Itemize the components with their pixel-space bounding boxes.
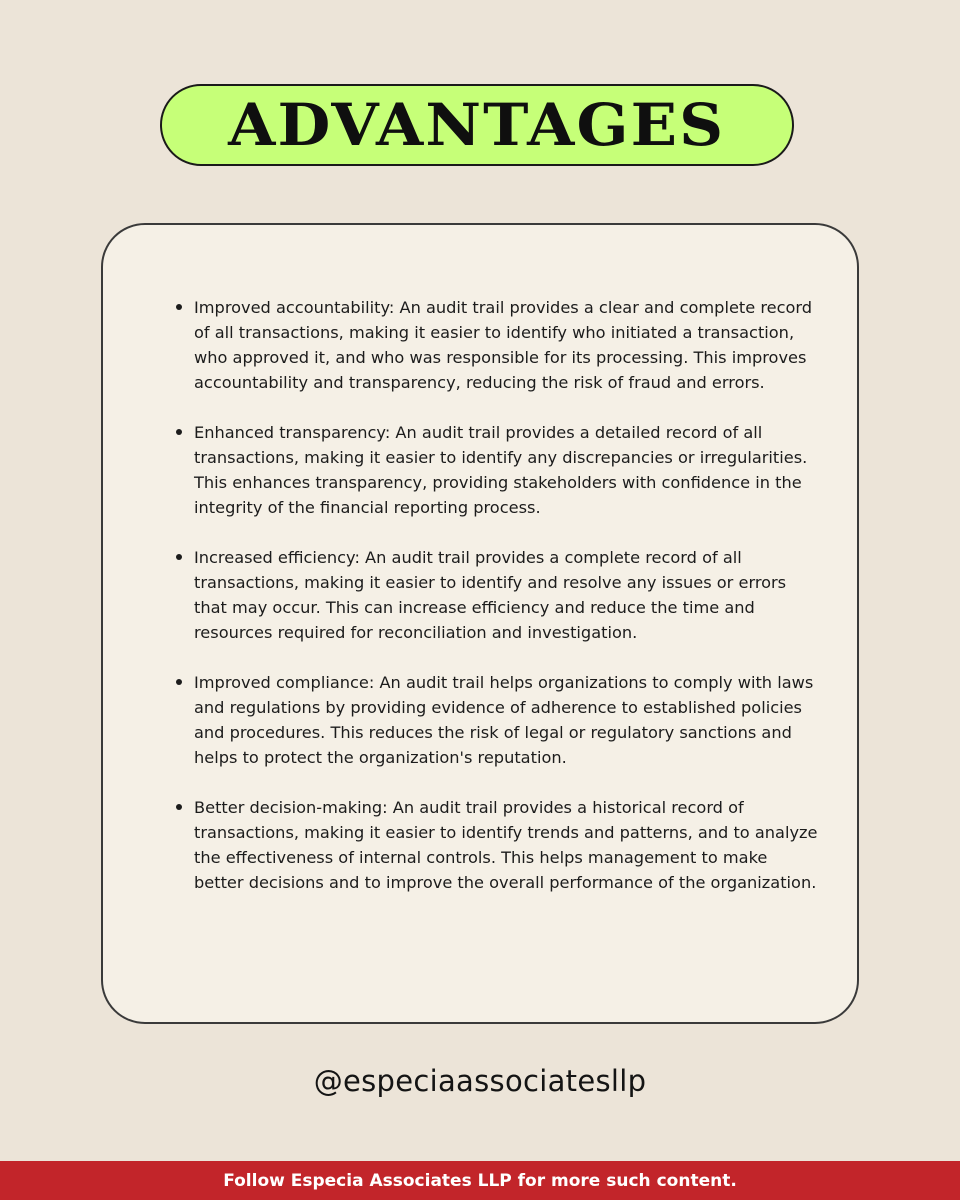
bullet-icon [176, 804, 182, 810]
list-item [194, 420, 822, 520]
list-item-text: Enhanced transparency: An audit trail provides a detailed record of all transactions, making it easier to identify any discrepancies or irregularities. This enhances transparency, providing stakeholders with confidence in the integrity of the financial reporting process. [194, 423, 808, 517]
bullet-icon [176, 304, 182, 310]
list-item-text: Improved compliance: An audit trail helps organizations to comply with laws and regulations by providing evidence of adherence to established policies and procedures. This reduces the risk of legal or regulatory sanctions and helps to protect the organization's reputation. [194, 673, 814, 767]
title-pill [160, 84, 794, 166]
advantages-list [194, 295, 822, 920]
list-item-text: Increased efficiency: An audit trail provides a complete record of all transactions, making it easier to identify and resolve any issues or errors that may occur. This can increase efficiency and reduce the time and resources required for reconciliation and investigation. [194, 548, 787, 642]
list-item [194, 670, 822, 770]
bullet-icon [176, 679, 182, 685]
list-item [194, 795, 822, 895]
advantages-card [101, 223, 859, 1024]
list-item [194, 295, 822, 395]
footer-text: Follow Especia Associates LLP for more such content. [223, 1170, 737, 1191]
list-item [194, 545, 822, 645]
list-item-text: Better decision-making: An audit trail provides a historical record of transactions, making it easier to identify trends and patterns, and to analyze the effectiveness of internal controls. This helps management to make better decisions and to improve the overall performance of the organization. [194, 798, 818, 892]
list-item-text: Improved accountability: An audit trail provides a clear and complete record of all transactions, making it easier to identify who initiated a transaction, who approved it, and who was responsible for its processing. This improves accountability and transparency, reducing the risk of fraud and errors. [194, 298, 813, 392]
bullet-icon [176, 429, 182, 435]
footer-bar [0, 1161, 960, 1200]
page-title: ADVANTAGES [228, 91, 726, 159]
social-handle: @especiaassociatesllp [313, 1064, 647, 1098]
bullet-icon [176, 554, 182, 560]
